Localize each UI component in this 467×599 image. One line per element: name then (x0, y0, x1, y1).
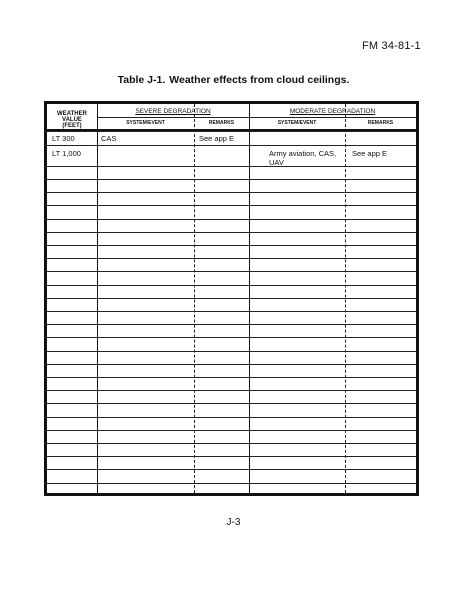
row-divider (47, 377, 416, 378)
row-divider (47, 232, 416, 233)
row-divider (47, 351, 416, 352)
row-divider (47, 245, 416, 246)
row-divider (47, 219, 416, 220)
header-subdivider (97, 117, 416, 118)
row-divider (47, 364, 416, 365)
row-divider (47, 417, 416, 418)
header-severe-label: SEVERE DEGRADATION (135, 108, 211, 115)
header-bottom-rule (47, 131, 416, 132)
weather-effects-table (44, 101, 419, 496)
header-moderate-system-event: SYSTEM/EVENT (277, 120, 317, 126)
document-id: FM 34-81-1 (362, 40, 421, 52)
row-divider (47, 430, 416, 431)
header-feet-line: (FEET) (62, 123, 82, 129)
header-value-line: VALUE (62, 117, 82, 123)
table-number: Table J-1. (117, 74, 166, 86)
row-divider (47, 469, 416, 470)
row-1-weather-value: LT 300 (52, 134, 75, 143)
row-divider (47, 483, 416, 484)
row-divider (47, 166, 416, 167)
header-severe-degradation (97, 109, 249, 116)
row-divider (47, 298, 416, 299)
header-moderate-label: MODERATE DEGRADATION (289, 108, 376, 115)
header-weather-value (47, 111, 97, 129)
header-moderate-remarks: REMARKS (367, 120, 394, 126)
row-divider (47, 403, 416, 404)
row-2-moderate-system: Army aviation, CAS, UAV (269, 149, 337, 167)
header-severe-system-event: SYSTEM/EVENT (126, 120, 165, 126)
row-divider (47, 390, 416, 391)
row-divider (47, 179, 416, 180)
header-weather-line: WEATHER (57, 111, 87, 117)
table-caption: Weather effects from cloud ceilings. (169, 74, 350, 86)
row-divider (47, 456, 416, 457)
header-moderate-degradation (249, 109, 416, 116)
page-number: J-3 (226, 517, 241, 528)
row-divider (47, 337, 416, 338)
row-divider (47, 205, 416, 206)
row-divider (47, 311, 416, 312)
row-1-severe-system: CAS (101, 134, 117, 143)
row-1-severe-remarks: See app E (199, 134, 235, 143)
table-title (0, 74, 467, 86)
row-divider (47, 271, 416, 272)
row-divider (47, 443, 416, 444)
row-2-moderate-remarks: See app E (352, 149, 388, 158)
header-severe-remarks: REMARKS (208, 120, 235, 126)
row-divider (47, 324, 416, 325)
row-divider (47, 192, 416, 193)
row-divider (47, 145, 416, 146)
row-divider (47, 285, 416, 286)
row-divider (47, 258, 416, 259)
row-2-weather-value: LT 1,000 (52, 149, 81, 158)
